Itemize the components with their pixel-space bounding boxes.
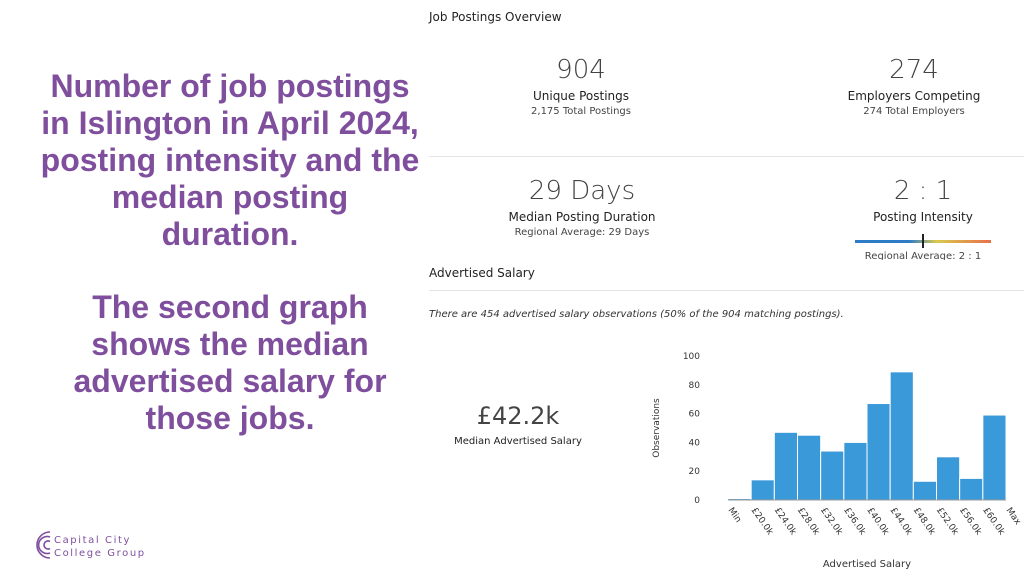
x-axis-label: Advertised Salary (822, 559, 912, 570)
kpi-unique-postings (461, 55, 701, 117)
salary-title: Advertised Salary (429, 266, 535, 280)
x-tick-label: £56.0k (957, 505, 984, 538)
employers-sub: 274 Total Employers (863, 106, 965, 117)
overview-divider (429, 156, 1024, 157)
duration-sub: Regional Average: 29 Days (514, 227, 650, 238)
x-tick-label: Max (1003, 505, 1023, 527)
y-tick-label: 60 (688, 409, 700, 420)
y-tick-label: 100 (682, 352, 700, 362)
histogram-bar (798, 435, 821, 500)
employers-value: 274 (889, 55, 939, 85)
histogram-bar (844, 442, 867, 500)
x-tick-label: £36.0k (841, 505, 868, 538)
intensity-label: Posting Intensity (873, 210, 973, 224)
histogram-bar (983, 415, 1006, 500)
kpi-intensity (803, 176, 1024, 224)
unique-postings-label: Unique Postings (532, 89, 630, 103)
salary-divider (429, 290, 1024, 291)
intensity-marker (922, 234, 924, 248)
median-salary (448, 402, 588, 447)
x-tick-label: £20.0k (748, 505, 775, 538)
histogram-bar (913, 481, 936, 500)
kpi-employers (794, 55, 1024, 117)
x-tick-label: £52.0k (934, 505, 961, 538)
y-tick-label: 40 (688, 438, 700, 449)
logo-mark-icon (32, 528, 54, 562)
unique-postings-sub: 2,175 Total Postings (531, 106, 631, 117)
x-tick-label: £32.0k (818, 505, 845, 538)
intro-text (40, 68, 420, 437)
histogram-bar (774, 432, 797, 500)
x-tick-label: £24.0k (771, 505, 798, 538)
logo-wordmark (54, 534, 146, 560)
salary-histogram (640, 340, 1024, 576)
x-tick-label: £44.0k (887, 505, 914, 538)
intensity-value: 2 : 1 (893, 176, 953, 206)
histogram-bar (937, 457, 960, 500)
median-salary-value: £42.2k (476, 402, 560, 430)
x-tick-label: £40.0k (864, 505, 891, 538)
logo-line-2: College Group (54, 548, 146, 559)
histogram-bar (821, 451, 844, 500)
kpi-duration (462, 176, 702, 238)
college-logo (32, 528, 192, 564)
histogram-bar (751, 480, 774, 500)
histogram-bar (960, 478, 983, 500)
x-tick-label: £48.0k (910, 505, 937, 538)
duration-label: Median Posting Duration (508, 210, 656, 224)
duration-value: 29 Days (528, 176, 636, 206)
histogram-bar (867, 404, 890, 500)
overview-title: Job Postings Overview (429, 10, 562, 24)
unique-postings-value: 904 (556, 55, 606, 85)
x-tick-label: £28.0k (795, 505, 822, 538)
intro-gap (40, 253, 420, 289)
x-tick-label: Min (725, 505, 743, 525)
logo-line-1: Capital City (54, 535, 132, 546)
median-salary-label: Median Advertised Salary (454, 436, 582, 447)
y-axis-label: Observations (652, 398, 662, 458)
intro-paragraph-2: The second graph shows the median advertised salary for those jobs. (73, 289, 387, 436)
salary-note: There are 454 advertised salary observations (50% of the 904 matching postings). (429, 309, 844, 320)
employers-label: Employers Competing (847, 89, 981, 103)
histogram-bar (890, 372, 913, 500)
y-tick-label: 80 (688, 380, 700, 391)
y-tick-label: 20 (688, 467, 700, 478)
x-tick-label: £60.0k (980, 505, 1007, 538)
intro-paragraph-1: Number of job postings in Islington in April 2024, posting intensity and the median posting duration. (40, 68, 420, 252)
y-tick-label: 0 (694, 496, 700, 506)
intensity-sub: Regional Average: 2 : 1 (864, 251, 982, 260)
